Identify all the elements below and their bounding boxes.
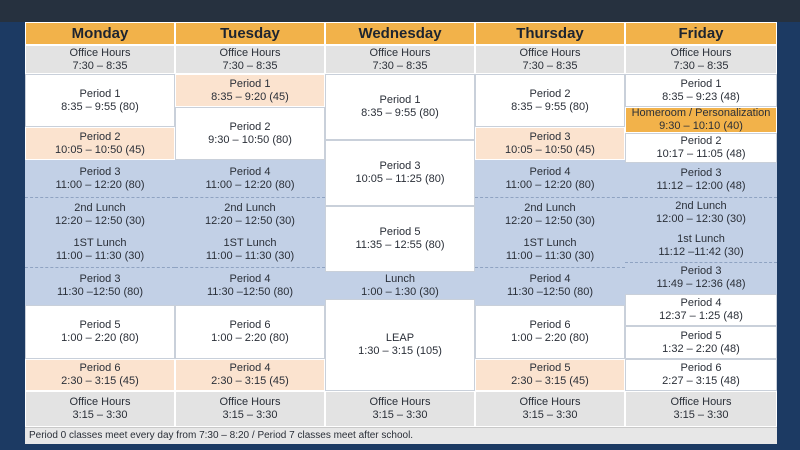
block-time: 11:12 –11:42 (30) (658, 245, 744, 258)
block-time: 7:30 – 8:35 (222, 59, 278, 72)
schedule-block (475, 267, 625, 305)
footer-note: Period 0 classes meet every day from 7:30 – 8:20 / Period 7 classes meet after school. (25, 427, 777, 444)
block-title: Period 6 (229, 319, 271, 331)
schedule-block (175, 233, 325, 267)
block-title: Office Hours (519, 396, 581, 408)
bell-schedule (25, 22, 777, 444)
block-time: 9:30 – 10:50 (80) (208, 133, 292, 146)
block-title: Period 1 (229, 77, 271, 90)
block-time: 11:00 – 12:20 (80) (505, 178, 595, 191)
block-time: 2:30 – 3:15 (45) (211, 375, 289, 387)
schedule-block (25, 74, 175, 127)
day-header: Thursday (475, 22, 625, 45)
block-title: Period 3 (79, 165, 121, 178)
schedule-block (25, 305, 175, 359)
block-title: Office Hours (670, 46, 732, 59)
block-time: 11:00 – 11:30 (30) (205, 250, 295, 262)
block-time: 8:35 – 9:20 (45) (211, 90, 289, 103)
block-time: 8:35 – 9:55 (80) (61, 100, 139, 113)
day-column-wednesday (325, 22, 475, 427)
schedule-block (25, 45, 175, 74)
block-title: Office Hours (69, 396, 131, 408)
schedule-block (475, 197, 625, 233)
schedule-block (25, 160, 175, 197)
block-title: 2nd Lunch (524, 202, 576, 214)
block-title: Period 4 (229, 362, 271, 374)
block-time: 11:12 – 12:00 (48) (656, 180, 746, 192)
schedule-block (625, 197, 777, 229)
block-title: Period 1 (680, 77, 722, 90)
block-title: Period 3 (79, 273, 121, 285)
block-time: 8:35 – 9:55 (80) (361, 107, 439, 119)
block-title: Office Hours (369, 396, 431, 408)
block-time: 3:15 – 3:30 (72, 409, 128, 421)
block-title: Period 3 (529, 130, 571, 143)
block-title: Period 4 (529, 165, 571, 178)
block-time: 11:30 –12:50 (80) (56, 286, 144, 298)
block-time: 3:15 – 3:30 (372, 409, 428, 421)
block-time: 1:00 – 2:20 (80) (211, 332, 289, 344)
block-time: 2:30 – 3:15 (45) (511, 375, 589, 387)
block-time: 11:00 – 12:20 (80) (55, 178, 145, 191)
schedule-block (625, 163, 777, 197)
schedule-block (325, 391, 475, 427)
block-title: 1ST Lunch (523, 237, 577, 249)
block-title: Period 5 (680, 329, 722, 342)
block-title: Period 5 (79, 319, 121, 331)
block-time: 7:30 – 8:35 (72, 59, 128, 72)
block-title: Period 4 (229, 165, 271, 178)
schedule-block (175, 197, 325, 233)
block-time: 1:00 – 2:20 (80) (61, 332, 139, 344)
lunch-divider (175, 267, 325, 268)
block-time: 10:05 – 10:50 (45) (505, 143, 595, 156)
block-time: 8:35 – 9:55 (80) (511, 100, 589, 113)
block-time: 7:30 – 8:35 (673, 59, 729, 72)
schedule-block (625, 74, 777, 107)
block-time: 2:30 – 3:15 (45) (61, 375, 139, 387)
day-column-tuesday (175, 22, 325, 427)
schedule-block (625, 229, 777, 262)
schedule-block (175, 160, 325, 197)
block-title: Period 3 (680, 167, 722, 179)
day-column-monday (25, 22, 175, 427)
block-title: 2nd Lunch (74, 202, 126, 214)
block-title: Period 3 (680, 265, 722, 277)
day-column-thursday (475, 22, 625, 427)
schedule-block (25, 359, 175, 391)
lunch-divider (475, 267, 625, 268)
schedule-block (25, 197, 175, 233)
block-time: 3:15 – 3:30 (673, 409, 729, 421)
block-title: 1ST Lunch (223, 237, 277, 249)
block-time: 12:37 – 1:25 (48) (659, 310, 743, 322)
schedule-block (25, 127, 175, 160)
lunch-divider (25, 197, 175, 198)
schedule-block (625, 359, 777, 391)
day-header: Monday (25, 22, 175, 45)
schedule-block (625, 262, 777, 294)
block-time: 1:30 – 3:15 (105) (358, 345, 442, 357)
block-time: 1:00 – 2:20 (80) (511, 332, 589, 344)
schedule-block (175, 391, 325, 427)
day-column-friday (625, 22, 777, 427)
block-title: Period 4 (680, 297, 722, 309)
block-title: Period 6 (79, 362, 121, 374)
block-time: 12:20 – 12:50 (30) (505, 215, 595, 227)
block-title: Office Hours (69, 46, 131, 59)
day-header: Wednesday (325, 22, 475, 45)
block-time: 10:05 – 11:25 (80) (355, 173, 445, 185)
block-title: Period 6 (680, 362, 722, 374)
schedule-block (325, 140, 475, 206)
block-time: 2:27 – 3:15 (48) (662, 375, 740, 387)
block-time: 11:00 – 11:30 (30) (55, 250, 145, 262)
block-title: Period 3 (379, 160, 421, 172)
lunch-divider (625, 197, 777, 198)
schedule-block (475, 74, 625, 127)
schedule-block (625, 107, 777, 133)
day-header: Friday (625, 22, 777, 45)
schedule-block (25, 391, 175, 427)
schedule-block (475, 127, 625, 160)
block-time: 10:05 – 10:50 (45) (55, 143, 145, 156)
day-header: Tuesday (175, 22, 325, 45)
schedule-block (175, 45, 325, 74)
block-title: Period 5 (529, 362, 571, 374)
block-title: Period 1 (379, 94, 421, 106)
lunch-divider (625, 262, 777, 263)
top-bar (0, 0, 800, 22)
block-title: Period 5 (379, 226, 421, 238)
block-time: 11:00 – 11:30 (30) (505, 250, 595, 262)
block-time: 1:32 – 2:20 (48) (662, 342, 740, 355)
block-title: Period 6 (529, 319, 571, 331)
block-title: Office Hours (369, 46, 431, 59)
schedule-block (475, 305, 625, 359)
schedule-block (475, 45, 625, 74)
block-time: 10:17 – 11:05 (48) (656, 148, 746, 160)
block-title: Period 2 (529, 87, 571, 100)
block-title: Period 4 (229, 273, 271, 285)
schedule-block (25, 267, 175, 305)
block-title: Office Hours (519, 46, 581, 59)
block-title: Period 4 (529, 273, 571, 285)
block-title: Homeroom / Personalization (631, 107, 771, 119)
block-time: 1:00 – 1:30 (30) (361, 285, 439, 298)
schedule-block (625, 45, 777, 74)
schedule-block (325, 206, 475, 272)
block-title: Office Hours (219, 46, 281, 59)
block-time: 7:30 – 8:35 (522, 59, 578, 72)
block-title: 2nd Lunch (224, 202, 276, 214)
schedule-block (625, 391, 777, 427)
block-title: 1st Lunch (677, 232, 725, 245)
block-title: LEAP (385, 332, 415, 344)
block-time: 11:30 –12:50 (80) (206, 286, 294, 298)
schedule-block (175, 74, 325, 107)
block-title: Lunch (385, 272, 415, 285)
block-time: 11:49 – 12:36 (48) (656, 278, 746, 290)
lunch-divider (475, 197, 625, 198)
schedule-block (25, 233, 175, 267)
block-title: Period 2 (229, 120, 271, 133)
block-time: 11:00 – 12:20 (80) (205, 178, 295, 191)
block-title: Office Hours (670, 396, 732, 408)
block-title: Period 1 (79, 87, 121, 100)
block-title: Period 2 (680, 135, 722, 147)
schedule-block (175, 267, 325, 305)
schedule-block (625, 326, 777, 359)
schedule-block (475, 233, 625, 267)
block-title: 1ST Lunch (73, 237, 127, 249)
schedule-block (475, 391, 625, 427)
schedule-block (625, 294, 777, 326)
block-time: 12:20 – 12:50 (30) (205, 215, 295, 227)
schedule-block (325, 45, 475, 74)
schedule-block (175, 359, 325, 391)
block-time: 12:00 – 12:30 (30) (656, 213, 746, 225)
lunch-divider (175, 197, 325, 198)
block-title: Period 2 (79, 130, 121, 143)
schedule-block (325, 74, 475, 140)
block-time: 3:15 – 3:30 (222, 409, 278, 421)
schedule-block (325, 299, 475, 391)
block-time: 9:30 – 10:10 (40) (659, 120, 743, 132)
schedule-block (475, 160, 625, 197)
block-title: 2nd Lunch (675, 200, 727, 212)
block-time: 11:35 – 12:55 (80) (355, 239, 445, 251)
schedule-block (625, 133, 777, 163)
block-time: 8:35 – 9:23 (48) (662, 90, 740, 103)
lunch-divider (25, 267, 175, 268)
schedule-block (475, 359, 625, 391)
schedule-block (175, 107, 325, 160)
block-time: 11:30 –12:50 (80) (506, 286, 594, 298)
block-time: 3:15 – 3:30 (522, 409, 578, 421)
block-title: Office Hours (219, 396, 281, 408)
schedule-block (325, 272, 475, 299)
block-time: 7:30 – 8:35 (372, 59, 428, 72)
schedule-block (175, 305, 325, 359)
block-time: 12:20 – 12:50 (30) (55, 215, 145, 227)
